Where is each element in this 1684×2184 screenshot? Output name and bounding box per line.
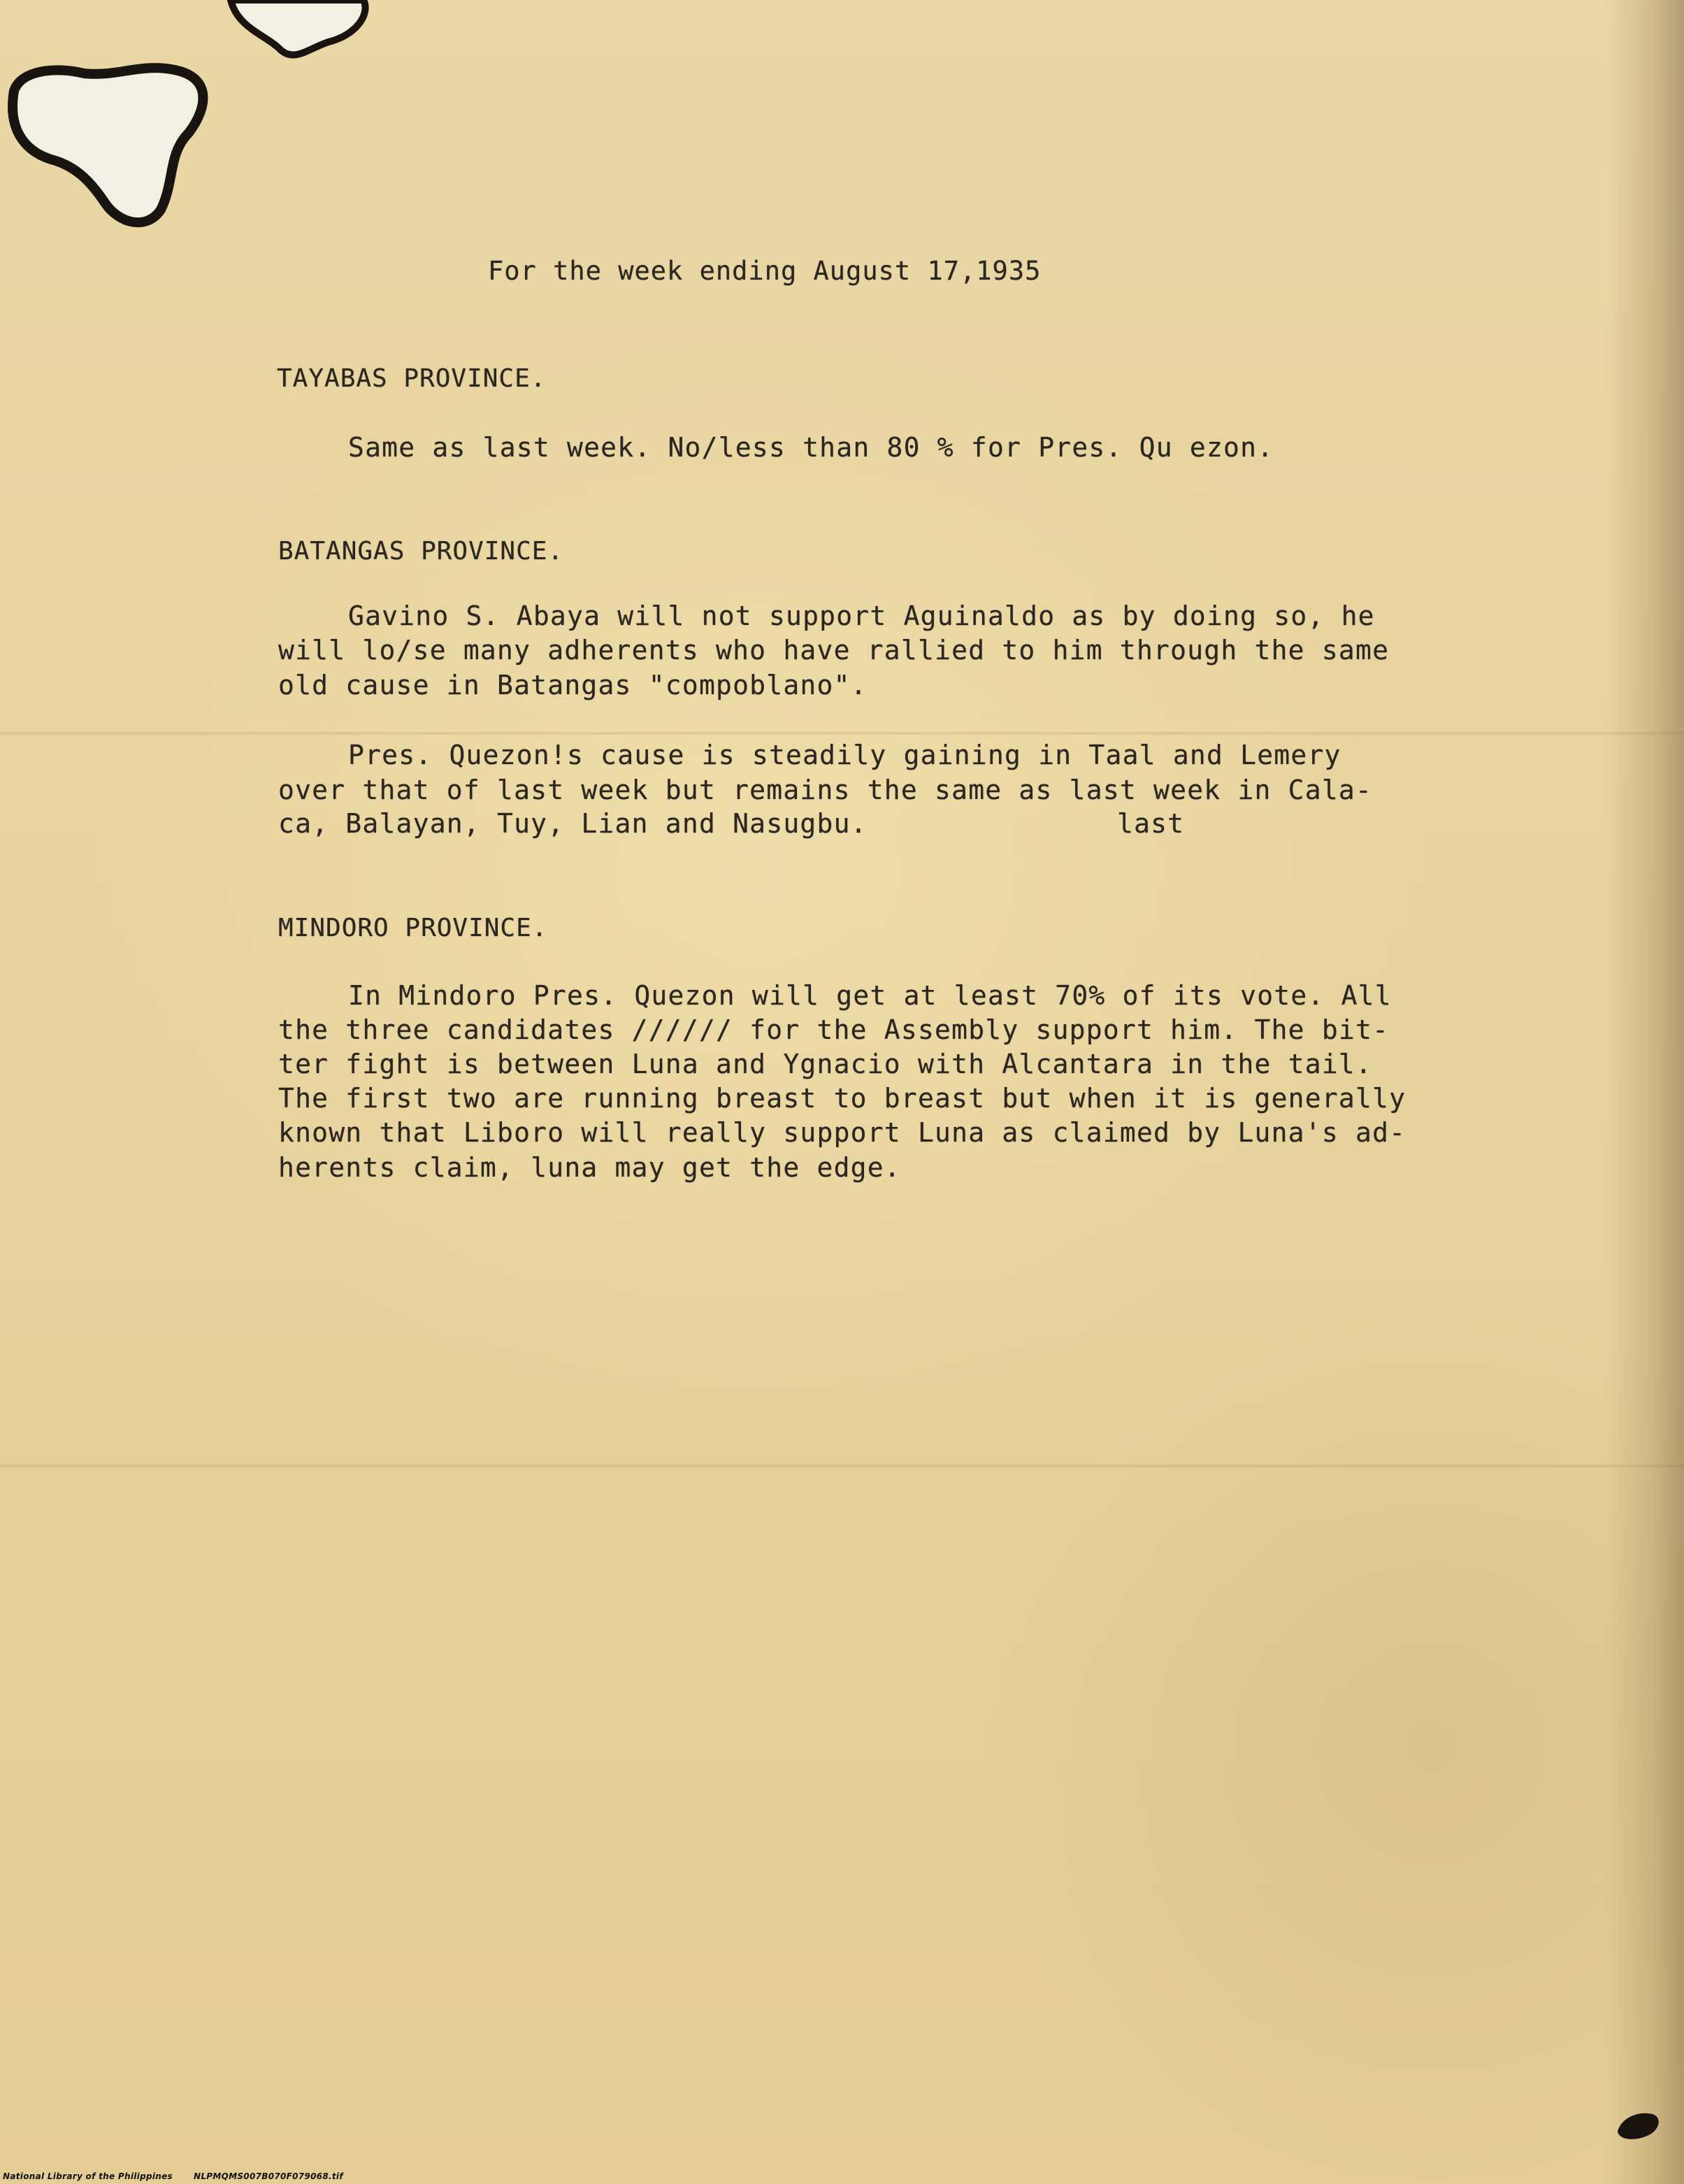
paragraph-line: Same as last week. No/less than 80 % for Pres. Qu ezon.: [348, 432, 1274, 463]
paragraph-line: Gavino S. Abaya will not support Aguinaldo as by doing so, he: [348, 601, 1375, 631]
paragraph-line: In Mindoro Pres. Quezon will get at least 70% of its vote. All: [348, 980, 1392, 1011]
paragraph-line: known that Liboro will really support Luna as claimed by Luna's ad-: [278, 1117, 1406, 1148]
date-line: For the week ending August 17,1935: [488, 256, 1042, 286]
handwritten-correction: last: [1117, 808, 1185, 839]
section-heading-mindoro: MINDORO PROVINCE.: [278, 914, 548, 942]
paragraph-line: herents claim, luna may get the edge.: [278, 1152, 901, 1183]
paragraph-line: over that of last week but remains the same as last week in Cala-: [278, 775, 1373, 805]
paragraph-line: Pres. Quezon!s cause is steadily gaining in Taal and Lemery: [348, 740, 1341, 770]
paper-edge-shadow: [1607, 0, 1684, 2184]
ink-blot-graphic: [1614, 2107, 1663, 2142]
library-credit: National Library of the Philippines: [3, 2171, 173, 2181]
paragraph-line: the three candidates ////// for the Assembly support him. The bit-: [278, 1014, 1390, 1045]
paper-fold-line: [0, 1464, 1684, 1468]
file-identifier: NLPMQMS007B070F079068.tif: [193, 2171, 343, 2181]
section-heading-tayabas: TAYABAS PROVINCE.: [277, 364, 547, 393]
paragraph-line: The first two are running breast to breast but when it is generally: [278, 1083, 1406, 1114]
paragraph-line: will lo/se many adherents who have rallied to him through the same: [278, 635, 1390, 666]
paper-fold-line: [0, 731, 1684, 735]
section-heading-batangas: BATANGAS PROVINCE.: [278, 537, 564, 566]
archive-footer: [3, 2171, 343, 2181]
paragraph-line: ter fight is between Luna and Ygnacio with Alcantara in the tail.: [278, 1049, 1373, 1079]
paragraph-line: old cause in Batangas "compoblano".: [278, 670, 868, 701]
burn-hole-graphic: [0, 0, 391, 252]
paragraph-line: ca, Balayan, Tuy, Lian and Nasugbu.: [278, 808, 868, 839]
